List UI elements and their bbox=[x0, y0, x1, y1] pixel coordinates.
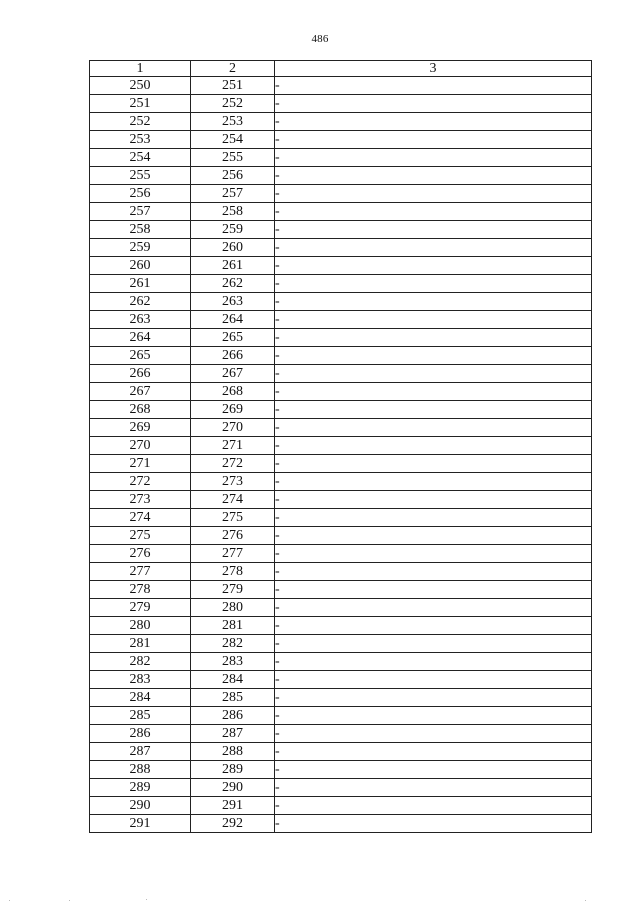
table-cell-col-3: - bbox=[275, 329, 592, 347]
column-header-1: 1 bbox=[90, 61, 191, 77]
table-body bbox=[90, 77, 592, 833]
table-cell-col-1: 285 bbox=[90, 707, 191, 725]
table-cell-col-2: 286 bbox=[191, 707, 275, 725]
table-row bbox=[90, 437, 592, 455]
data-table bbox=[89, 60, 592, 833]
table-cell-col-3: - bbox=[275, 599, 592, 617]
table-cell-col-1: 261 bbox=[90, 275, 191, 293]
table-cell-col-1: 277 bbox=[90, 563, 191, 581]
table-cell-col-2: 283 bbox=[191, 653, 275, 671]
table-cell-col-3: - bbox=[275, 275, 592, 293]
table-cell-col-3: - bbox=[275, 473, 592, 491]
table-row bbox=[90, 149, 592, 167]
table-row bbox=[90, 455, 592, 473]
table-cell-col-3: - bbox=[275, 743, 592, 761]
table-cell-col-1: 250 bbox=[90, 77, 191, 95]
table-cell-col-2: 292 bbox=[191, 815, 275, 833]
table-cell-col-2: 258 bbox=[191, 203, 275, 221]
table-row bbox=[90, 221, 592, 239]
table-cell-col-3: - bbox=[275, 401, 592, 419]
table-cell-col-3: - bbox=[275, 509, 592, 527]
table-cell-col-1: 279 bbox=[90, 599, 191, 617]
table-cell-col-2: 261 bbox=[191, 257, 275, 275]
table-row bbox=[90, 329, 592, 347]
table-row bbox=[90, 599, 592, 617]
table-header bbox=[90, 61, 592, 77]
table-cell-col-2: 253 bbox=[191, 113, 275, 131]
table-cell-col-1: 289 bbox=[90, 779, 191, 797]
scan-speck bbox=[69, 900, 70, 901]
table-row bbox=[90, 293, 592, 311]
table-cell-col-2: 255 bbox=[191, 149, 275, 167]
table-cell-col-3: - bbox=[275, 545, 592, 563]
table-cell-col-1: 270 bbox=[90, 437, 191, 455]
table-cell-col-2: 287 bbox=[191, 725, 275, 743]
table-cell-col-3: - bbox=[275, 131, 592, 149]
table-row bbox=[90, 815, 592, 833]
table-cell-col-2: 252 bbox=[191, 95, 275, 113]
table-cell-col-2: 256 bbox=[191, 167, 275, 185]
table-row bbox=[90, 635, 592, 653]
table-cell-col-3: - bbox=[275, 239, 592, 257]
table-cell-col-3: - bbox=[275, 311, 592, 329]
table-cell-col-1: 280 bbox=[90, 617, 191, 635]
table-cell-col-1: 286 bbox=[90, 725, 191, 743]
table-cell-col-2: 263 bbox=[191, 293, 275, 311]
table-cell-col-1: 252 bbox=[90, 113, 191, 131]
table-cell-col-3: - bbox=[275, 203, 592, 221]
table-cell-col-1: 256 bbox=[90, 185, 191, 203]
table-cell-col-1: 254 bbox=[90, 149, 191, 167]
table-row bbox=[90, 239, 592, 257]
table-row bbox=[90, 131, 592, 149]
table-cell-col-2: 267 bbox=[191, 365, 275, 383]
table-cell-col-3: - bbox=[275, 815, 592, 833]
table-cell-col-1: 272 bbox=[90, 473, 191, 491]
table-cell-col-3: - bbox=[275, 257, 592, 275]
table-row bbox=[90, 275, 592, 293]
table-row bbox=[90, 509, 592, 527]
table-row bbox=[90, 419, 592, 437]
table-cell-col-1: 273 bbox=[90, 491, 191, 509]
table-row bbox=[90, 761, 592, 779]
table-cell-col-2: 262 bbox=[191, 275, 275, 293]
table-cell-col-1: 288 bbox=[90, 761, 191, 779]
table-row bbox=[90, 185, 592, 203]
table-cell-col-3: - bbox=[275, 419, 592, 437]
scan-speck bbox=[146, 899, 147, 900]
table-cell-col-3: - bbox=[275, 383, 592, 401]
table-row bbox=[90, 77, 592, 95]
table-cell-col-3: - bbox=[275, 347, 592, 365]
table-row bbox=[90, 401, 592, 419]
table-cell-col-3: - bbox=[275, 149, 592, 167]
table-cell-col-3: - bbox=[275, 563, 592, 581]
scan-speck bbox=[9, 900, 10, 901]
table-cell-col-1: 257 bbox=[90, 203, 191, 221]
table-cell-col-1: 278 bbox=[90, 581, 191, 599]
table-row bbox=[90, 779, 592, 797]
table-cell-col-1: 281 bbox=[90, 635, 191, 653]
table-cell-col-1: 262 bbox=[90, 293, 191, 311]
table-cell-col-3: - bbox=[275, 185, 592, 203]
table-cell-col-1: 267 bbox=[90, 383, 191, 401]
table-cell-col-3: - bbox=[275, 491, 592, 509]
table-cell-col-3: - bbox=[275, 725, 592, 743]
table-cell-col-1: 268 bbox=[90, 401, 191, 419]
table-cell-col-1: 263 bbox=[90, 311, 191, 329]
table-cell-col-1: 265 bbox=[90, 347, 191, 365]
table-cell-col-1: 275 bbox=[90, 527, 191, 545]
table-cell-col-2: 257 bbox=[191, 185, 275, 203]
table-cell-col-2: 273 bbox=[191, 473, 275, 491]
table-cell-col-2: 265 bbox=[191, 329, 275, 347]
page-number: 486 bbox=[311, 33, 329, 45]
table-cell-col-3: - bbox=[275, 455, 592, 473]
table-row bbox=[90, 563, 592, 581]
table-cell-col-3: - bbox=[275, 707, 592, 725]
table-row bbox=[90, 707, 592, 725]
table-cell-col-1: 271 bbox=[90, 455, 191, 473]
table-cell-col-2: 269 bbox=[191, 401, 275, 419]
table-cell-col-1: 269 bbox=[90, 419, 191, 437]
table-cell-col-3: - bbox=[275, 689, 592, 707]
table-cell-col-2: 270 bbox=[191, 419, 275, 437]
table-row bbox=[90, 617, 592, 635]
table-row bbox=[90, 311, 592, 329]
table-cell-col-2: 281 bbox=[191, 617, 275, 635]
table-cell-col-3: - bbox=[275, 635, 592, 653]
table-cell-col-1: 260 bbox=[90, 257, 191, 275]
table-cell-col-1: 283 bbox=[90, 671, 191, 689]
table-cell-col-1: 253 bbox=[90, 131, 191, 149]
table-row bbox=[90, 203, 592, 221]
table-cell-col-2: 268 bbox=[191, 383, 275, 401]
table-row bbox=[90, 473, 592, 491]
table-cell-col-3: - bbox=[275, 293, 592, 311]
table-cell-col-2: 274 bbox=[191, 491, 275, 509]
table-cell-col-2: 264 bbox=[191, 311, 275, 329]
table-cell-col-2: 259 bbox=[191, 221, 275, 239]
table-cell-col-1: 264 bbox=[90, 329, 191, 347]
table-cell-col-2: 277 bbox=[191, 545, 275, 563]
table-cell-col-3: - bbox=[275, 617, 592, 635]
table-cell-col-2: 251 bbox=[191, 77, 275, 95]
table-cell-col-2: 289 bbox=[191, 761, 275, 779]
table-cell-col-1: 258 bbox=[90, 221, 191, 239]
table-cell-col-2: 266 bbox=[191, 347, 275, 365]
table-cell-col-1: 282 bbox=[90, 653, 191, 671]
table-row bbox=[90, 797, 592, 815]
table-cell-col-1: 251 bbox=[90, 95, 191, 113]
table-cell-col-3: - bbox=[275, 95, 592, 113]
column-header-2: 2 bbox=[191, 61, 275, 77]
table-cell-col-1: 290 bbox=[90, 797, 191, 815]
table-cell-col-3: - bbox=[275, 527, 592, 545]
table-cell-col-3: - bbox=[275, 221, 592, 239]
table-cell-col-2: 279 bbox=[191, 581, 275, 599]
column-header-3: 3 bbox=[275, 61, 592, 77]
table-row bbox=[90, 545, 592, 563]
table-cell-col-1: 284 bbox=[90, 689, 191, 707]
table-cell-col-3: - bbox=[275, 779, 592, 797]
table-cell-col-3: - bbox=[275, 365, 592, 383]
table-cell-col-3: - bbox=[275, 437, 592, 455]
table-row bbox=[90, 383, 592, 401]
table-cell-col-2: 291 bbox=[191, 797, 275, 815]
table-cell-col-2: 254 bbox=[191, 131, 275, 149]
table-cell-col-1: 291 bbox=[90, 815, 191, 833]
table-cell-col-1: 276 bbox=[90, 545, 191, 563]
table-cell-col-2: 276 bbox=[191, 527, 275, 545]
scan-speck bbox=[585, 900, 586, 901]
table-row bbox=[90, 689, 592, 707]
table-row bbox=[90, 653, 592, 671]
table-cell-col-3: - bbox=[275, 761, 592, 779]
table-cell-col-1: 274 bbox=[90, 509, 191, 527]
table-cell-col-2: 272 bbox=[191, 455, 275, 473]
table-row bbox=[90, 581, 592, 599]
table-cell-col-3: - bbox=[275, 671, 592, 689]
table-row bbox=[90, 167, 592, 185]
table-cell-col-2: 260 bbox=[191, 239, 275, 257]
table-cell-col-2: 285 bbox=[191, 689, 275, 707]
table-cell-col-1: 287 bbox=[90, 743, 191, 761]
table-cell-col-3: - bbox=[275, 167, 592, 185]
table-row bbox=[90, 491, 592, 509]
table-row bbox=[90, 527, 592, 545]
table-cell-col-1: 259 bbox=[90, 239, 191, 257]
table-cell-col-3: - bbox=[275, 797, 592, 815]
table-row bbox=[90, 95, 592, 113]
table-row bbox=[90, 347, 592, 365]
table-row bbox=[90, 671, 592, 689]
table-cell-col-2: 271 bbox=[191, 437, 275, 455]
table-cell-col-2: 275 bbox=[191, 509, 275, 527]
table-cell-col-3: - bbox=[275, 113, 592, 131]
table-cell-col-2: 288 bbox=[191, 743, 275, 761]
table-row bbox=[90, 113, 592, 131]
table-cell-col-3: - bbox=[275, 77, 592, 95]
table-row bbox=[90, 725, 592, 743]
table-cell-col-1: 255 bbox=[90, 167, 191, 185]
table-cell-col-2: 278 bbox=[191, 563, 275, 581]
table-row bbox=[90, 365, 592, 383]
table-row bbox=[90, 743, 592, 761]
table-cell-col-1: 266 bbox=[90, 365, 191, 383]
table-cell-col-2: 280 bbox=[191, 599, 275, 617]
table-cell-col-2: 284 bbox=[191, 671, 275, 689]
table-cell-col-3: - bbox=[275, 653, 592, 671]
table-cell-col-3: - bbox=[275, 581, 592, 599]
table-cell-col-2: 290 bbox=[191, 779, 275, 797]
table-row bbox=[90, 257, 592, 275]
header-row bbox=[90, 61, 592, 77]
table-cell-col-2: 282 bbox=[191, 635, 275, 653]
